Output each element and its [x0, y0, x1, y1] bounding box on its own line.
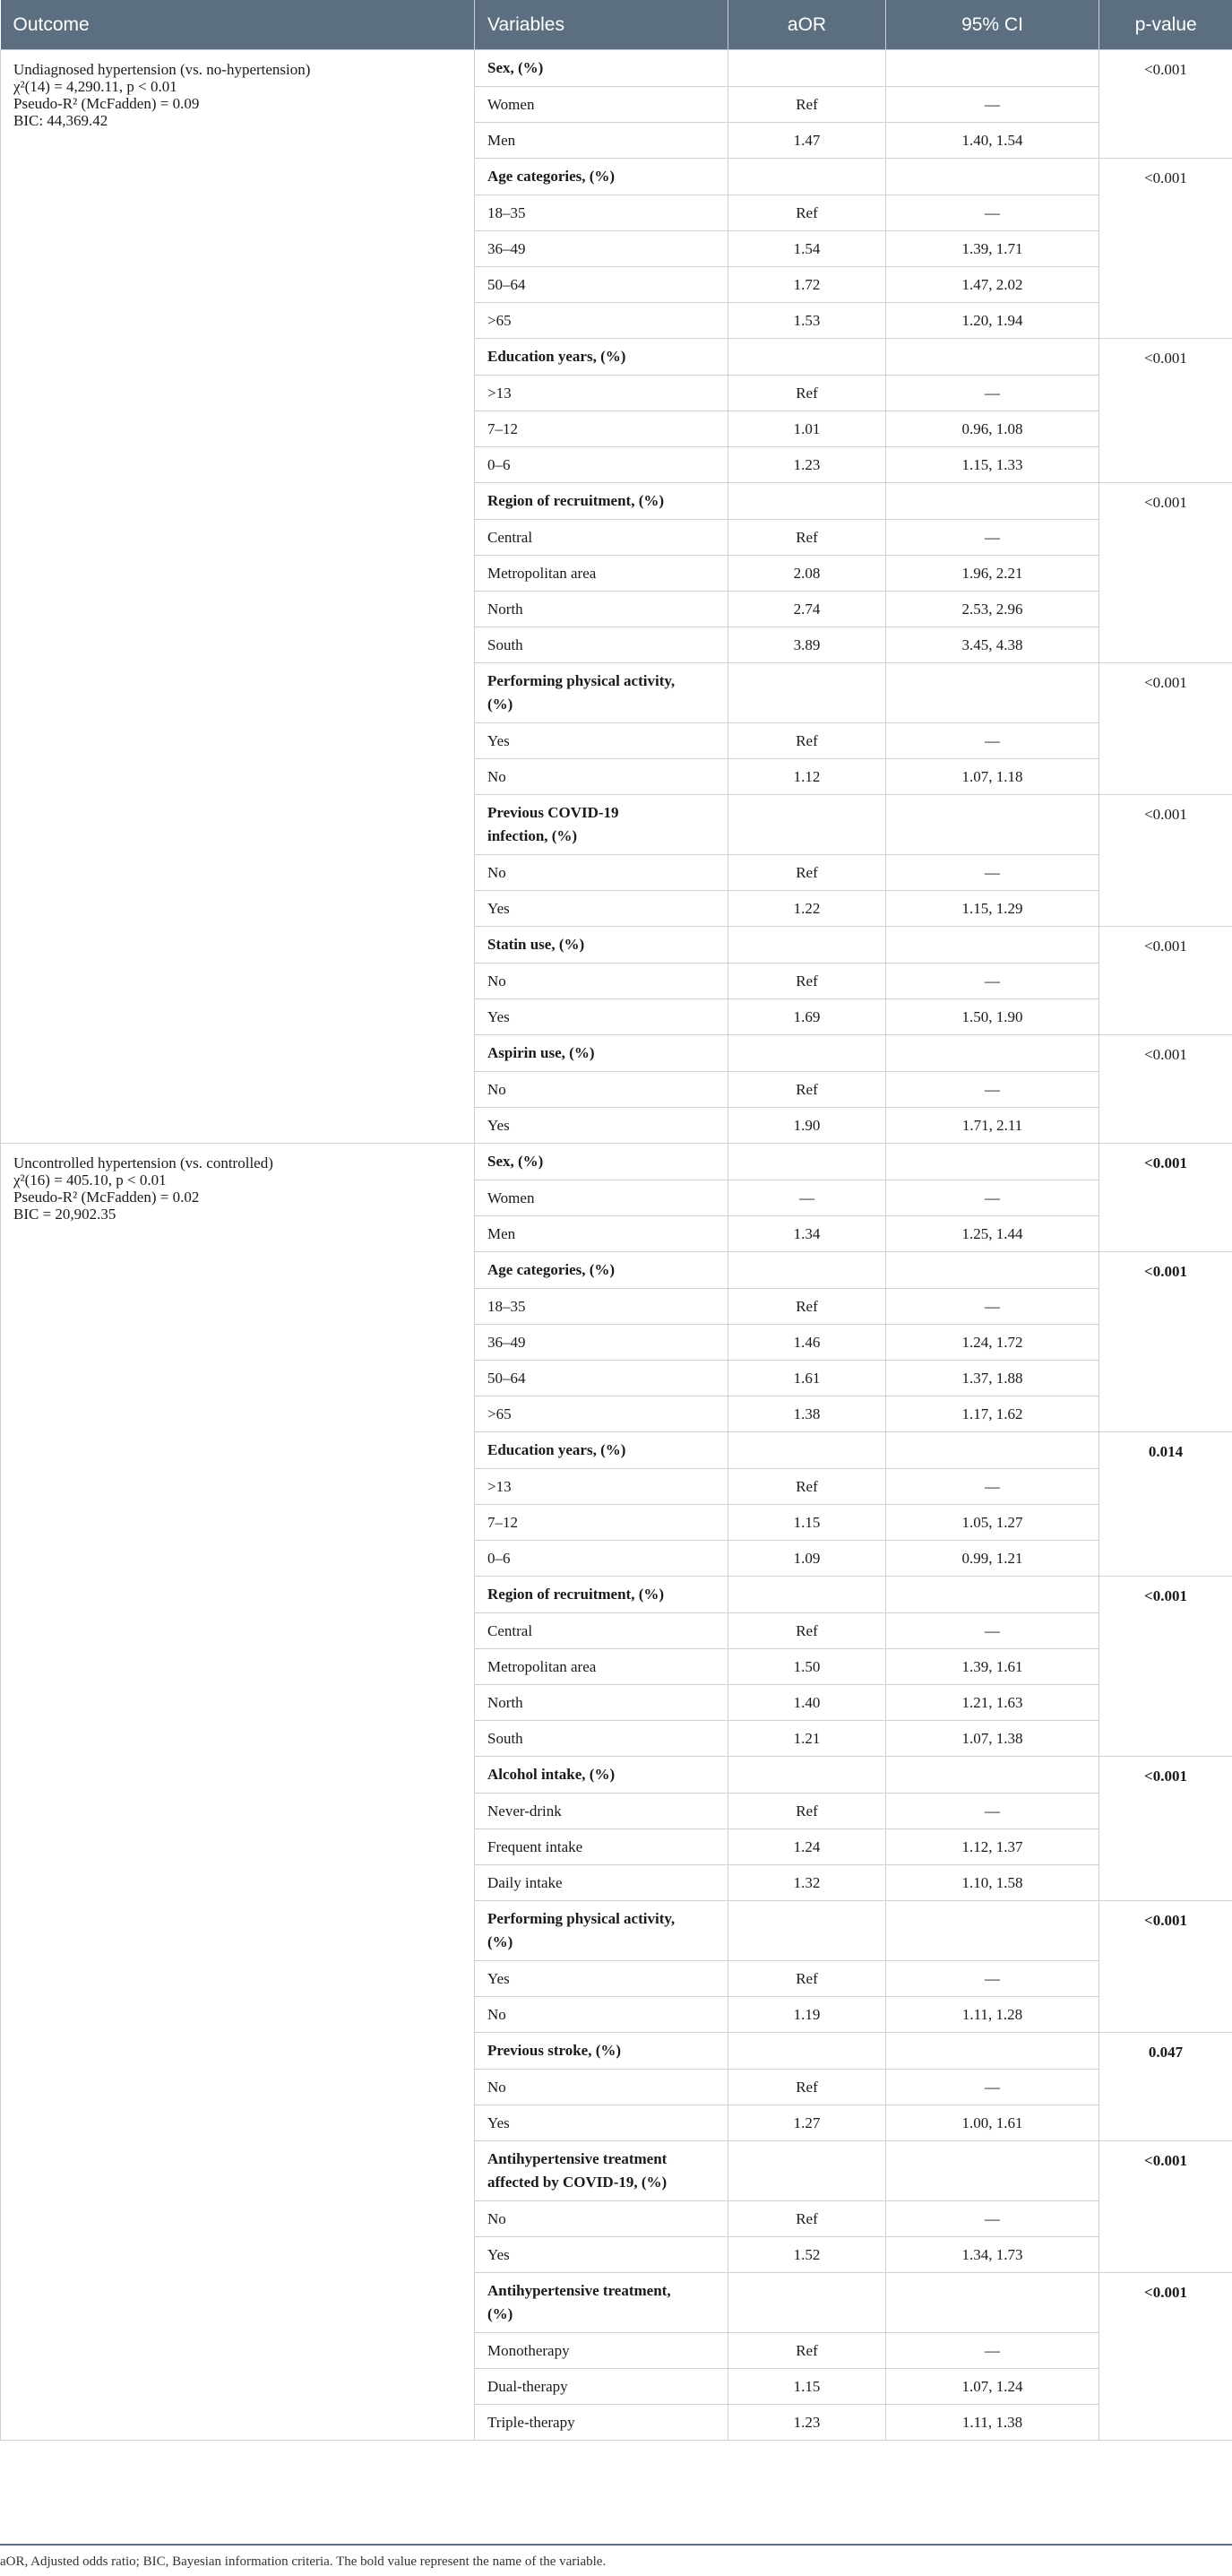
p-value-cell: <0.001 — [1099, 2141, 1232, 2273]
variable-name-line: Performing physical activity, — [487, 1910, 676, 1927]
level-ci: 1.24, 1.72 — [886, 1325, 1099, 1361]
outcome-cell — [1, 1144, 475, 2441]
p-value-cell: <0.001 — [1099, 483, 1232, 663]
level-ci: 1.07, 1.38 — [886, 1721, 1099, 1757]
variable-name — [475, 663, 728, 723]
level-ci: 1.00, 1.61 — [886, 2105, 1099, 2141]
level-aor: Ref — [728, 1072, 886, 1108]
level-aor: 1.47 — [728, 123, 886, 159]
level-label: South — [475, 1721, 728, 1757]
level-label: Daily intake — [475, 1865, 728, 1901]
variable-name-line: Antihypertensive treatment — [487, 2150, 668, 2167]
variable-name: Alcohol intake, (%) — [475, 1757, 728, 1794]
level-ci: 1.47, 2.02 — [886, 267, 1099, 303]
level-label: >13 — [475, 1469, 728, 1505]
level-ci: — — [886, 1180, 1099, 1216]
level-aor: Ref — [728, 1469, 886, 1505]
variable-ci-empty — [886, 1252, 1099, 1289]
level-ci: — — [886, 520, 1099, 556]
variable-name-line: (%) — [487, 696, 513, 713]
level-ci: — — [886, 1072, 1099, 1108]
level-aor: 2.74 — [728, 592, 886, 627]
level-ci: — — [886, 1961, 1099, 1997]
footnote-divider — [0, 2544, 1232, 2546]
level-ci: 1.11, 1.28 — [886, 1997, 1099, 2033]
outcome-line: Pseudo-R² (McFadden) = 0.02 — [13, 1189, 200, 1206]
level-ci: 1.15, 1.29 — [886, 891, 1099, 927]
level-ci: — — [886, 2201, 1099, 2237]
level-aor: Ref — [728, 2070, 886, 2105]
level-aor: 1.52 — [728, 2237, 886, 2273]
variable-name: Education years, (%) — [475, 339, 728, 376]
variable-name: Education years, (%) — [475, 1432, 728, 1469]
variable-row — [1, 50, 1232, 87]
level-aor: 1.21 — [728, 1721, 886, 1757]
level-label: No — [475, 2201, 728, 2237]
level-aor: 1.24 — [728, 1829, 886, 1865]
level-ci: 1.25, 1.44 — [886, 1216, 1099, 1252]
level-label: No — [475, 1072, 728, 1108]
level-ci: — — [886, 2070, 1099, 2105]
level-aor: — — [728, 1180, 886, 1216]
level-aor: 1.23 — [728, 447, 886, 483]
p-value-cell: <0.001 — [1099, 1035, 1232, 1144]
table-footnote: aOR, Adjusted odds ratio; BIC, Bayesian information criteria. The bold value represent the name of the variable. — [0, 2554, 607, 2569]
p-value-cell: 0.047 — [1099, 2033, 1232, 2141]
level-aor: 1.46 — [728, 1325, 886, 1361]
level-aor: 1.09 — [728, 1541, 886, 1577]
p-value-cell: <0.001 — [1099, 50, 1232, 159]
level-aor: Ref — [728, 2333, 886, 2369]
variable-ci-empty — [886, 2273, 1099, 2333]
variable-ci-empty — [886, 1757, 1099, 1794]
level-aor: 1.22 — [728, 891, 886, 927]
level-aor: 1.27 — [728, 2105, 886, 2141]
level-label: 18–35 — [475, 1289, 728, 1325]
level-label: 50–64 — [475, 267, 728, 303]
p-value-cell: <0.001 — [1099, 1252, 1232, 1432]
level-label: Yes — [475, 999, 728, 1035]
level-label: No — [475, 855, 728, 891]
level-aor: 1.32 — [728, 1865, 886, 1901]
variable-aor-empty — [728, 50, 886, 87]
level-aor: 1.54 — [728, 231, 886, 267]
variable-aor-empty — [728, 2141, 886, 2201]
level-ci: 1.40, 1.54 — [886, 123, 1099, 159]
level-label: Triple-therapy — [475, 2405, 728, 2441]
level-aor: Ref — [728, 723, 886, 759]
variable-aor-empty — [728, 1432, 886, 1469]
variable-name: Aspirin use, (%) — [475, 1035, 728, 1072]
variable-name-line: (%) — [487, 2305, 513, 2322]
variable-name: Statin use, (%) — [475, 927, 728, 964]
level-label: No — [475, 1997, 728, 2033]
level-label: Women — [475, 87, 728, 123]
level-label: 0–6 — [475, 1541, 728, 1577]
variable-ci-empty — [886, 795, 1099, 855]
outcome-line: Pseudo-R² (McFadden) = 0.09 — [13, 95, 200, 112]
level-aor: 1.01 — [728, 411, 886, 447]
p-value-cell: <0.001 — [1099, 339, 1232, 483]
level-label: Central — [475, 520, 728, 556]
variable-name: Age categories, (%) — [475, 1252, 728, 1289]
variable-name-line: infection, (%) — [487, 827, 578, 844]
outcome-cell — [1, 50, 475, 1144]
outcome-line: Undiagnosed hypertension (vs. no-hypertension) — [13, 61, 311, 78]
variable-row — [1, 1144, 1232, 1180]
level-aor: 1.15 — [728, 1505, 886, 1541]
variable-aor-empty — [728, 1144, 886, 1180]
variable-aor-empty — [728, 2273, 886, 2333]
level-ci: 1.17, 1.62 — [886, 1396, 1099, 1432]
level-ci: 1.37, 1.88 — [886, 1361, 1099, 1396]
level-label: Men — [475, 123, 728, 159]
variable-aor-empty — [728, 1901, 886, 1961]
p-value-cell: <0.001 — [1099, 1144, 1232, 1252]
p-value-cell: <0.001 — [1099, 1577, 1232, 1757]
variable-name-line: Performing physical activity, — [487, 672, 676, 689]
level-aor: Ref — [728, 964, 886, 999]
p-value-cell: <0.001 — [1099, 663, 1232, 795]
level-aor: Ref — [728, 376, 886, 411]
level-aor: Ref — [728, 1613, 886, 1649]
level-ci: — — [886, 1794, 1099, 1829]
variable-name-line: (%) — [487, 1933, 513, 1950]
level-ci: — — [886, 376, 1099, 411]
header-outcome: Outcome — [1, 0, 475, 50]
table-header-row — [1, 0, 1232, 50]
variable-name: Sex, (%) — [475, 50, 728, 87]
variable-aor-empty — [728, 1252, 886, 1289]
level-aor: 1.34 — [728, 1216, 886, 1252]
level-aor: 1.19 — [728, 1997, 886, 2033]
variable-name — [475, 1901, 728, 1961]
level-ci: 1.15, 1.33 — [886, 447, 1099, 483]
variable-ci-empty — [886, 927, 1099, 964]
level-label: Yes — [475, 891, 728, 927]
level-aor: Ref — [728, 2201, 886, 2237]
level-label: >65 — [475, 1396, 728, 1432]
variable-aor-empty — [728, 927, 886, 964]
level-label: Frequent intake — [475, 1829, 728, 1865]
level-label: Monotherapy — [475, 2333, 728, 2369]
level-label: Yes — [475, 723, 728, 759]
level-label: 50–64 — [475, 1361, 728, 1396]
level-ci: — — [886, 195, 1099, 231]
level-aor: 1.15 — [728, 2369, 886, 2405]
level-label: 7–12 — [475, 1505, 728, 1541]
header-ci: 95% CI — [886, 0, 1099, 50]
level-label: Yes — [475, 1961, 728, 1997]
level-aor: Ref — [728, 1289, 886, 1325]
variable-name-line: Antihypertensive treatment, — [487, 2282, 671, 2299]
level-aor: 1.12 — [728, 759, 886, 795]
level-label: Dual-therapy — [475, 2369, 728, 2405]
variable-ci-empty — [886, 2033, 1099, 2070]
level-ci: — — [886, 1469, 1099, 1505]
variable-aor-empty — [728, 2033, 886, 2070]
header-aor: aOR — [728, 0, 886, 50]
level-ci: — — [886, 723, 1099, 759]
level-aor: Ref — [728, 520, 886, 556]
level-aor: 1.90 — [728, 1108, 886, 1144]
level-ci: 1.05, 1.27 — [886, 1505, 1099, 1541]
level-ci: — — [886, 855, 1099, 891]
variable-aor-empty — [728, 795, 886, 855]
level-ci: 0.96, 1.08 — [886, 411, 1099, 447]
level-aor: Ref — [728, 195, 886, 231]
p-value-cell: 0.014 — [1099, 1432, 1232, 1577]
level-ci: 1.50, 1.90 — [886, 999, 1099, 1035]
variable-ci-empty — [886, 1144, 1099, 1180]
variable-name: Region of recruitment, (%) — [475, 483, 728, 520]
level-ci: 0.99, 1.21 — [886, 1541, 1099, 1577]
variable-name: Age categories, (%) — [475, 159, 728, 195]
variable-ci-empty — [886, 50, 1099, 87]
level-aor: Ref — [728, 87, 886, 123]
level-ci: 1.20, 1.94 — [886, 303, 1099, 339]
outcome-line: BIC: 44,369.42 — [13, 112, 108, 129]
variable-name — [475, 2141, 728, 2201]
level-aor: 1.61 — [728, 1361, 886, 1396]
level-ci: 1.21, 1.63 — [886, 1685, 1099, 1721]
variable-name — [475, 795, 728, 855]
level-label: South — [475, 627, 728, 663]
level-aor: 1.50 — [728, 1649, 886, 1685]
variable-name: Sex, (%) — [475, 1144, 728, 1180]
level-ci: — — [886, 2333, 1099, 2369]
level-ci: 1.11, 1.38 — [886, 2405, 1099, 2441]
level-label: Metropolitan area — [475, 556, 728, 592]
level-label: Never-drink — [475, 1794, 728, 1829]
level-ci: 1.39, 1.71 — [886, 231, 1099, 267]
level-aor: 1.53 — [728, 303, 886, 339]
variable-name-line: affected by COVID-19, (%) — [487, 2174, 668, 2191]
level-ci: 1.34, 1.73 — [886, 2237, 1099, 2273]
header-variables: Variables — [475, 0, 728, 50]
outcome-line: χ²(16) = 405.10, p < 0.01 — [13, 1171, 167, 1189]
p-value-cell: <0.001 — [1099, 1757, 1232, 1901]
level-label: No — [475, 964, 728, 999]
variable-ci-empty — [886, 1901, 1099, 1961]
level-label: >65 — [475, 303, 728, 339]
variable-aor-empty — [728, 159, 886, 195]
variable-ci-empty — [886, 2141, 1099, 2201]
p-value-cell: <0.001 — [1099, 2273, 1232, 2441]
level-aor: Ref — [728, 1961, 886, 1997]
level-aor: 3.89 — [728, 627, 886, 663]
level-ci: 1.10, 1.58 — [886, 1865, 1099, 1901]
level-label: Yes — [475, 1108, 728, 1144]
level-ci: 2.53, 2.96 — [886, 592, 1099, 627]
variable-aor-empty — [728, 1757, 886, 1794]
p-value-cell: <0.001 — [1099, 159, 1232, 339]
level-label: Metropolitan area — [475, 1649, 728, 1685]
outcome-line: χ²(14) = 4,290.11, p < 0.01 — [13, 78, 177, 95]
variable-aor-empty — [728, 339, 886, 376]
variable-ci-empty — [886, 663, 1099, 723]
level-ci: 1.71, 2.11 — [886, 1108, 1099, 1144]
p-value-cell: <0.001 — [1099, 795, 1232, 927]
variable-aor-empty — [728, 663, 886, 723]
level-ci: 1.07, 1.18 — [886, 759, 1099, 795]
variable-ci-empty — [886, 1577, 1099, 1613]
level-ci: — — [886, 1613, 1099, 1649]
variable-name — [475, 2273, 728, 2333]
outcome-line: Uncontrolled hypertension (vs. controlled) — [13, 1154, 273, 1171]
level-ci: 3.45, 4.38 — [886, 627, 1099, 663]
variable-aor-empty — [728, 483, 886, 520]
level-label: Central — [475, 1613, 728, 1649]
variable-aor-empty — [728, 1577, 886, 1613]
level-ci: — — [886, 964, 1099, 999]
variable-ci-empty — [886, 1432, 1099, 1469]
level-label: Yes — [475, 2105, 728, 2141]
variable-ci-empty — [886, 339, 1099, 376]
level-aor: 1.69 — [728, 999, 886, 1035]
header-pvalue: p-value — [1099, 0, 1232, 50]
level-aor: 1.38 — [728, 1396, 886, 1432]
level-aor: 1.72 — [728, 267, 886, 303]
p-value-cell: <0.001 — [1099, 927, 1232, 1035]
variable-ci-empty — [886, 159, 1099, 195]
variable-ci-empty — [886, 483, 1099, 520]
level-ci: 1.12, 1.37 — [886, 1829, 1099, 1865]
level-label: 18–35 — [475, 195, 728, 231]
level-label: North — [475, 1685, 728, 1721]
level-label: 0–6 — [475, 447, 728, 483]
level-label: No — [475, 2070, 728, 2105]
level-aor: 1.23 — [728, 2405, 886, 2441]
level-ci: — — [886, 1289, 1099, 1325]
level-aor: Ref — [728, 1794, 886, 1829]
level-label: 7–12 — [475, 411, 728, 447]
level-label: Women — [475, 1180, 728, 1216]
table-body — [1, 50, 1232, 2441]
level-label: >13 — [475, 376, 728, 411]
p-value-cell: <0.001 — [1099, 1901, 1232, 2033]
level-label: Yes — [475, 2237, 728, 2273]
variable-name: Region of recruitment, (%) — [475, 1577, 728, 1613]
variable-name: Previous stroke, (%) — [475, 2033, 728, 2070]
level-aor: 2.08 — [728, 556, 886, 592]
level-aor: 1.40 — [728, 1685, 886, 1721]
level-ci: 1.96, 2.21 — [886, 556, 1099, 592]
level-label: 36–49 — [475, 1325, 728, 1361]
variable-ci-empty — [886, 1035, 1099, 1072]
level-label: No — [475, 759, 728, 795]
variable-aor-empty — [728, 1035, 886, 1072]
variable-name-line: Previous COVID-19 — [487, 804, 619, 821]
level-aor: Ref — [728, 855, 886, 891]
outcome-line: BIC = 20,902.35 — [13, 1206, 116, 1223]
level-ci: 1.39, 1.61 — [886, 1649, 1099, 1685]
level-ci: 1.07, 1.24 — [886, 2369, 1099, 2405]
level-ci: — — [886, 87, 1099, 123]
level-label: Men — [475, 1216, 728, 1252]
level-label: North — [475, 592, 728, 627]
level-label: 36–49 — [475, 231, 728, 267]
